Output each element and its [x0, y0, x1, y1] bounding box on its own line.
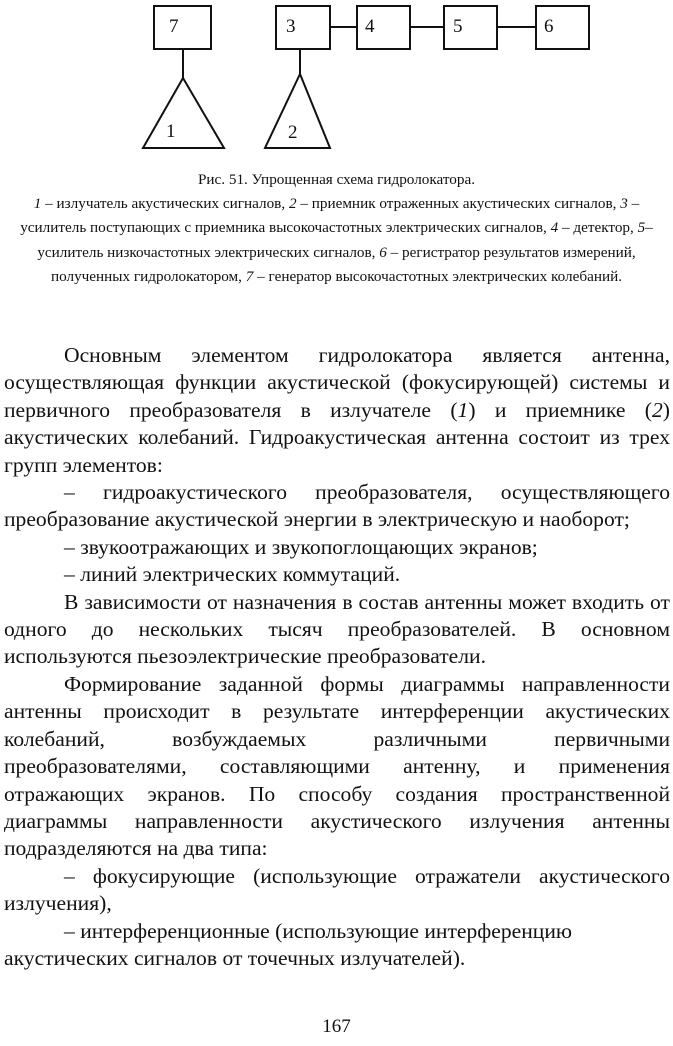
p1-part-b: ) и приемнике ( [468, 397, 652, 422]
block-5-label: 5 [453, 16, 463, 37]
emitter-triangle-1 [143, 78, 224, 148]
legend-num-2: 2 [288, 195, 297, 213]
legend-num-6: 6 [379, 243, 387, 261]
paragraph-transducer-count: В зависимости от назначения в состав антенны может входить от одного до нескольких тысяч преобразователей. В основном используются пьезоэлектрические преобразователи. [4, 589, 670, 669]
list-item-screens: – звукоотражающих и звукопоглощающих экранов; [64, 534, 538, 559]
legend-text-5: – усилитель низкочастотных электрических сигналов, [37, 219, 653, 261]
p1-ref-2: 2 [652, 397, 663, 422]
legend-text-6: – регистратор результатов измерений, полученных гидролокатором, [50, 243, 636, 285]
triangle-1-label: 1 [166, 121, 176, 142]
block-4-label: 4 [365, 16, 375, 37]
p1-part-c: ) акустических колебаний. Гидроакустическая антенна состоит из трех групп элементов: [4, 397, 670, 477]
legend-text-1: – излучатель акустических сигналов, [41, 195, 289, 213]
paragraph-directivity: Формирование заданной формы диаграммы направленности антенны происходит в результате интерференции акустических колебаний, возбуждаемых различными первичными преобразователями, составляющими антенну, и применения отражающих экранов. По способу создания пространственной диаграммы направленности акустического излучения антенны подразделяются на два типа: [4, 671, 670, 861]
caption-legend [20, 195, 653, 285]
block-7-label: 7 [169, 16, 179, 37]
legend-num-5: 5 [637, 219, 646, 237]
page-number: 167 [322, 1016, 351, 1037]
sonar-block-diagram [0, 0, 673, 170]
block-3-label: 3 [286, 16, 296, 37]
legend-text-3: – усилитель поступающих с приемника высокочастотных электрических сигналов, [20, 195, 640, 237]
legend-num-3: 3 [620, 195, 628, 213]
legend-num-4: 4 [550, 219, 559, 237]
p1-ref-1: 1 [457, 397, 469, 422]
list-item-interference: – интерференционные (использующие интерференцию акустических сигналов от точечных излучателей). [4, 918, 573, 970]
list-item-wiring: – линий электрических коммутаций. [64, 562, 401, 587]
main-text [4, 342, 670, 972]
p1-part-a: Основным элементом гидролокатора является антенна, осуществляющая функции акустической (фокусирующей) системы и первичного преобразователя в излучателе ( [4, 343, 670, 422]
block-5-lf-amplifier [444, 6, 497, 49]
legend-text-2: – приемник отраженных акустических сигналов, [296, 195, 621, 213]
block-7-generator [154, 6, 211, 49]
receiver-triangle-2 [265, 74, 330, 148]
legend-num-7: 7 [245, 267, 254, 285]
block-3-hf-amplifier [276, 6, 330, 49]
figure-caption [0, 168, 673, 289]
legend-text-7: – генератор высокочастотных электрических колебаний. [253, 267, 623, 285]
legend-num-1: 1 [33, 195, 42, 213]
caption-title: Рис. 51. Упрощенная схема гидролокатора. [197, 171, 476, 188]
list-item-transducer: – гидроакустического преобразователя, осуществляющего преобразование акустической энергии в электрическую и наоборот; [4, 480, 670, 532]
legend-text-4: – детектор, [558, 219, 638, 237]
block-6-label: 6 [544, 16, 554, 37]
triangle-2-label: 2 [288, 122, 298, 143]
list-item-focusing: – фокусирующие (использующие отражатели акустического излучения), [4, 863, 670, 916]
paragraph-antenna-intro [4, 342, 670, 479]
